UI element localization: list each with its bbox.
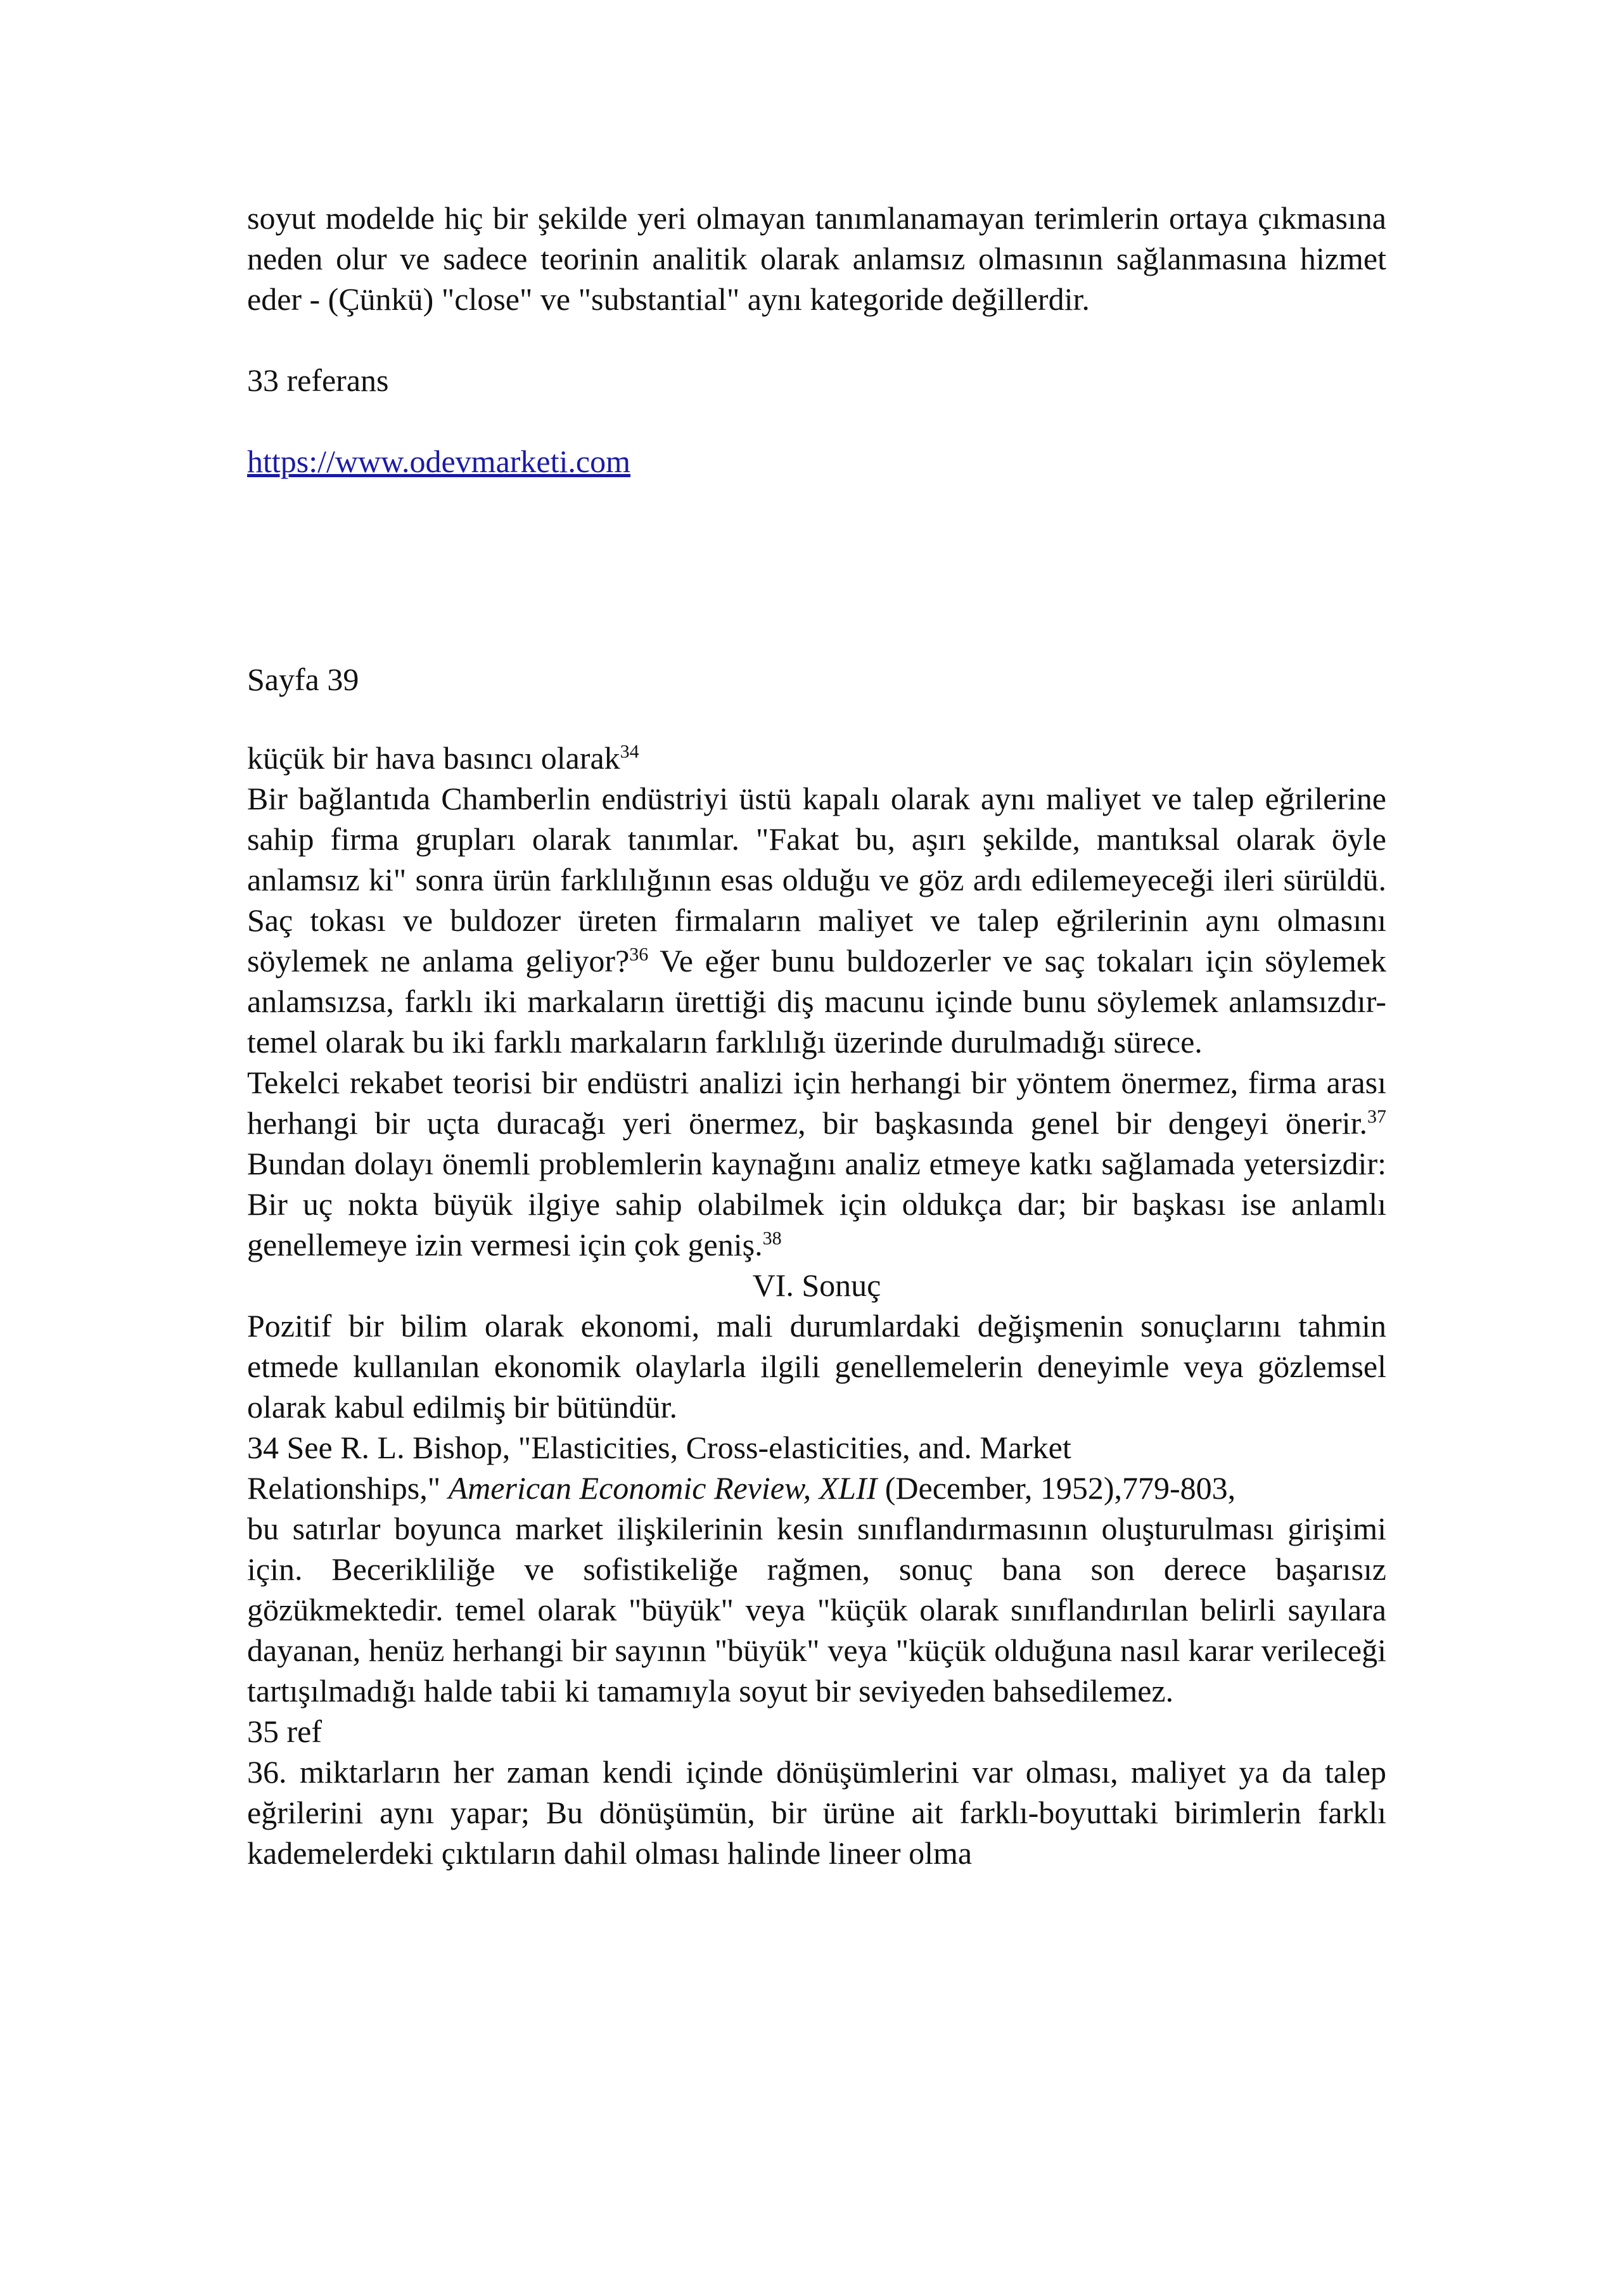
footnote-ref-36: 36 (629, 944, 649, 965)
reference-33: 33 referans (247, 362, 389, 398)
footnote-34-line-1: 34 See R. L. Bishop, "Elasticities, Cross-elasticities, and. Market (247, 1430, 1071, 1465)
body-paragraph-3: Tekelci rekabet teorisi bir endüstri analizi için herhangi bir yöntem önermez, firma arası herhangi bir uçta duracağı yeri önermez, bir başkasında genel bir dengeyi önerir.$^{37}$ Bundan dolayı önemli problemlerin kaynağını analiz etmeye katkı sağlamada yetersizdir: Bir uç nokta büyük ilgiye sahip olabilmek için oldukça dar; bir başkası ise anlamlı genellemeye izin vermesi için çok geniş.$^{38}$ (247, 1065, 1386, 1262)
footnote-ref-37: 37 (1367, 1106, 1386, 1127)
footnote-36: 36. miktarların her zaman kendi içinde dönüşümlerini var olması, maliyet ya da talep eğrilerini aynı yapar; Bu dönüşümün, bir ürüne ait farklı-boyuttaki birimlerin farklı kademelerdeki çıktıların dahil olması halinde lineer olma (247, 1754, 1386, 1871)
section-heading: VI. Sonuç (752, 1267, 881, 1303)
footnote-35: 35 ref (247, 1714, 322, 1749)
footnote-ref-34: 34 (620, 741, 639, 762)
footnote-34-paragraph: bu satırlar boyunca market ilişkilerinin kesin sınıflandırmasının oluşturulması girişimi için. Becerikliliğe ve sofistikeliğe rağmen, sonuç bana son derece başarısız gözükmektedir. temel olarak "büyük" veya "küçük olarak sınıflandırılan belirli sayılara dayanan, henüz herhangi bir sayının "büyük" veya "küçük olduğuna nasıl karar verileceği tartışılmadığı halde tabii ki tamamıyla soyut bir seviyeden bahsedilemez. (247, 1511, 1386, 1709)
footnote-34-line-2: Relationships," American Economic Review, XLII (December, 1952),779-803, (247, 1470, 1236, 1506)
intro-paragraph: soyut modelde hiç bir şekilde yeri olmayan tanımlanamayan terimlerin ortaya çıkmasına neden olur ve sadece teorinin analitik olarak anlamsız olmasının sağlanmasına hizmet eder - (Çünkü) "close" ve "substantial" aynı kategoride değillerdir. (247, 200, 1386, 317)
document-page (247, 198, 1386, 1873)
body-line-1: küçük bir hava basıncı olarak$^{34}$ (247, 740, 639, 776)
link-line (247, 441, 1386, 482)
footnote-ref-38: 38 (762, 1228, 782, 1249)
page-label: Sayfa 39 (247, 662, 359, 697)
body-paragraph-2: Bir bağlantıda Chamberlin endüstriyi üstü kapalı olarak aynı maliyet ve talep eğrilerine sahip firma grupları olarak tanımlar. "Fakat bu, aşırı şekilde, mantıksal olarak öyle anlamsız ki" sonra ürün farklılığının esas olduğu ve göz ardı edilemeyeceği ileri sürüldü. Saç tokası ve buldozer üreten firmaların maliyet ve talep eğrilerinin aynı olmasını söylemek ne anlama geliyor?$^{36}$ Ve eğer bunu buldozerler ve saç tokaları için söylemek anlamsızsa, farklı iki markaların ürettiği diş macunu içinde bunu söylemek anlamsızdır- temel olarak bu iki farklı markaların farklılığı üzerinde durulmadığı sürece. (247, 781, 1386, 1060)
odevmarketi-link[interactable]: https://www.odevmarketi.com (247, 444, 630, 479)
body-paragraph-4: Pozitif bir bilim olarak ekonomi, mali durumlardaki değişmenin sonuçlarını tahmin etmede kullanılan ekonomik olaylarla ilgili genellemelerin deneyimle veya gözlemsel olarak kabul edilmiş bir bütündür. (247, 1308, 1386, 1425)
journal-title: American Economic Review, XLII (448, 1470, 878, 1506)
